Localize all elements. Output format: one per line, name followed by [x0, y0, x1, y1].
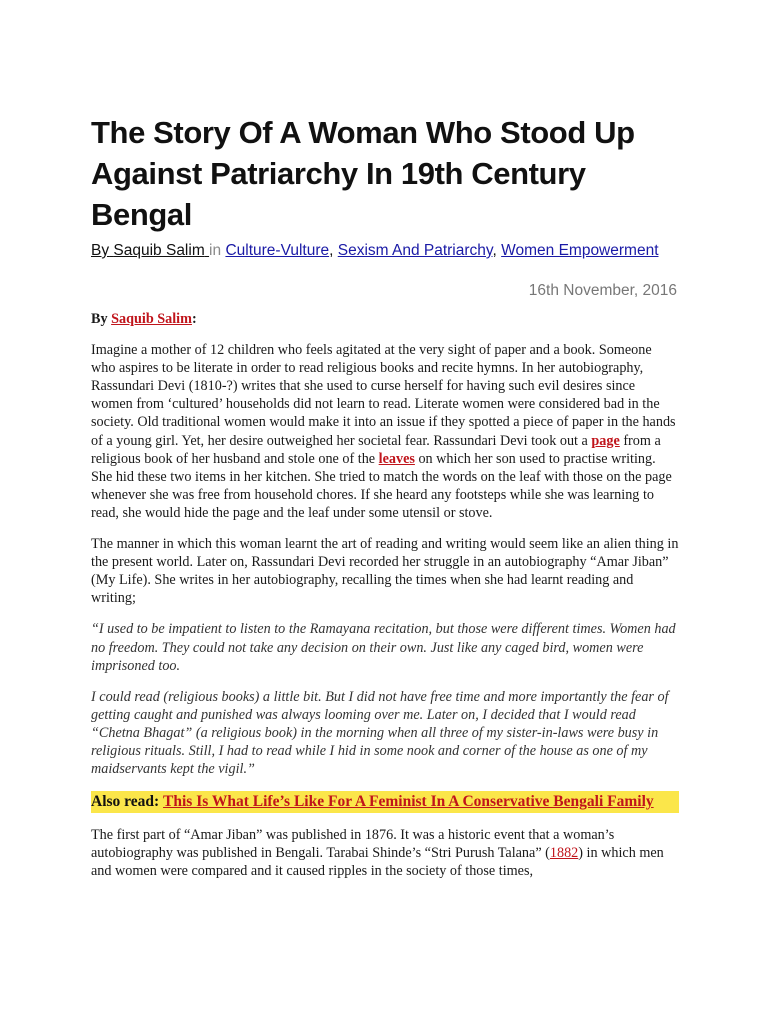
- author-line: [91, 310, 679, 328]
- category-link-women-empowerment[interactable]: Women Empowerment: [501, 242, 659, 259]
- also-read-link[interactable]: This Is What Life’s Like For A Feminist In A Conservative Bengali Family: [163, 793, 654, 811]
- byline: [91, 241, 691, 261]
- author-line-by: By: [91, 311, 108, 327]
- page-link[interactable]: page: [591, 432, 620, 449]
- category-link-culture-vulture[interactable]: Culture-Vulture: [225, 242, 330, 259]
- also-read-label: Also read:: [91, 793, 160, 811]
- leaves-link[interactable]: leaves: [378, 450, 415, 467]
- quote-paragraph-1: “I used to be impatient to listen to the Ramayana recitation, but those were different times. Women had no freedom. They could not take any decision on their own. Just like any caged bird, women were imprisoned too.: [91, 621, 676, 674]
- quote-paragraph-2: I could read (religious books) a little bit. But I did not have free time and more importantly the fear of getting caught and punished was always looming over me. Later on, I decided that I would read “Chetna Bhagat” (a religious book) in the morning when all three of my sister-in-laws were busy in religious rituals. Still, I had to read while I hid in some nook and corner of the house as one of my maidservants kept the vigil.”: [91, 688, 669, 778]
- paragraph-2: The manner in which this woman learnt the art of reading and writing would seem like an alien thing in the present world. Later on, Rassundari Devi recorded her struggle in an autobiography “Amar Jiban” (My Life). She writes in her autobiography, recalling the times when she had learnt reading and writing;: [91, 536, 679, 607]
- paragraph-3-text-b: ) in which men and women were compared and it caused ripples in the society of those times,: [91, 845, 664, 880]
- author-link[interactable]: Saquib Salim: [111, 311, 192, 327]
- category-separator: ,: [329, 242, 334, 259]
- category-separator: ,: [492, 242, 497, 259]
- year-1882-link[interactable]: 1882: [549, 845, 579, 862]
- author-line-colon: :: [191, 311, 197, 327]
- also-read-box: [91, 791, 679, 813]
- paragraph-1-text-c: on which her son used to practise writing. She hid these two items in her kitchen. She tried to match the words on the leaf with those on the page whenever she was free from household chores. If she heard any footsteps while she was learning to read, she would hide the page and the leaf under some utensil or stove.: [91, 450, 672, 521]
- byline-by-label: By: [91, 242, 110, 259]
- article-body: [91, 310, 679, 893]
- paragraph-3: [91, 826, 679, 880]
- article-title: The Story Of A Woman Who Stood Up Against Patriarchy In 19th Century Bengal: [91, 115, 635, 232]
- paragraph-1: [91, 341, 679, 522]
- paragraph-3-text-a: The first part of “Amar Jiban” was published in 1876. It was a historic event that a woman’s autobiography was published in Bengali. Tarabai Shinde’s “Stri Purush Talana” (: [91, 827, 615, 862]
- paragraph-1-text-a: Imagine a mother of 12 children who feels agitated at the very sight of paper and a book. Someone who aspires to be literate in order to read religious books and recite hymns. In her autobiography, Rassundari Devi (1810-?) writes that she used to curse herself for having such evil desires since women from ‘cultured’ households did not learn to read. Literate women were considered bad in the society. Old traditional women would make it into an issue if they spotted a piece of paper in the hands of a young girl. Yet, her desire outweighed her societal fear. Rassundari Devi took out a: [91, 342, 676, 449]
- byline-in-label: in: [209, 242, 222, 259]
- byline-author-link[interactable]: [91, 242, 209, 259]
- category-link-sexism-and-patriarchy[interactable]: Sexism And Patriarchy: [337, 242, 493, 259]
- byline-author-name: Saquib Salim: [113, 242, 205, 259]
- publish-date: 16th November, 2016: [528, 282, 677, 299]
- paragraph-1-text-b: from a religious book of her husband and stole one of the: [91, 432, 661, 467]
